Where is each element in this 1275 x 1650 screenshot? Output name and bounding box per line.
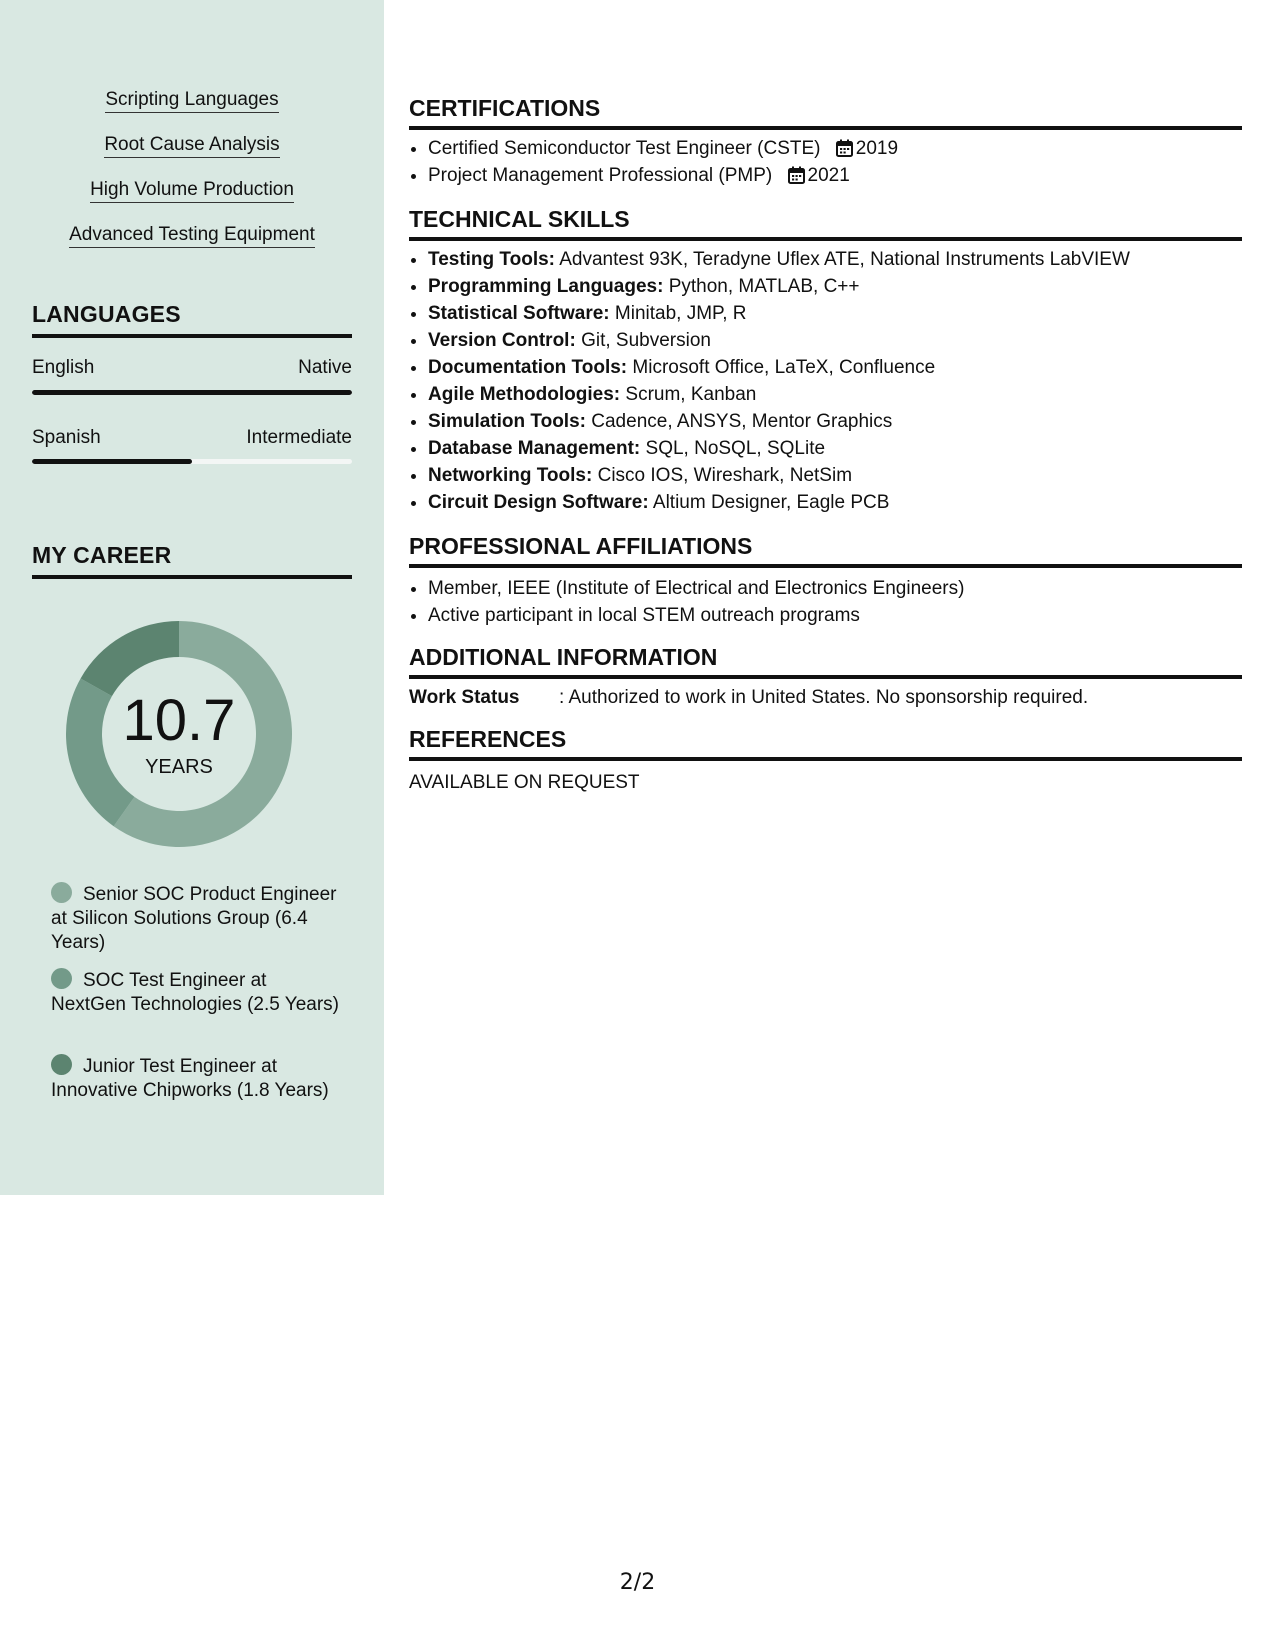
language-proficiency-bar — [32, 459, 352, 464]
work-status-row — [409, 686, 1242, 710]
references-text: AVAILABLE ON REQUEST — [409, 772, 640, 793]
list-item: • Project Management Professional (PMP) 2021 — [428, 162, 1261, 189]
list-item: • Database Management: SQL, NoSQL, SQLite — [428, 435, 1261, 462]
skill-tag: Root Cause Analysis — [0, 133, 384, 157]
sidebar — [0, 0, 384, 1195]
certifications-list — [409, 135, 1261, 189]
list-item: • Documentation Tools: Microsoft Office, LaTeX, Confluence — [428, 354, 1261, 381]
list-item: • Member, IEEE (Institute of Electrical and Electronics Engineers) — [428, 575, 1261, 602]
career-legend-item: Junior Test Engineer at Innovative Chipworks (1.8 Years) — [51, 1056, 329, 1101]
language-row — [32, 357, 352, 383]
work-status-value: : Authorized to work in United States. No sponsorship required. — [559, 687, 1089, 708]
list-item: • Active participant in local STEM outreach programs — [428, 602, 1261, 629]
skill-tag: Scripting Languages — [0, 88, 384, 112]
list-item: • Version Control: Git, Subversion — [428, 327, 1261, 354]
language-proficiency-bar — [32, 390, 352, 395]
career-total-years: 10.7 — [122, 688, 236, 753]
career-heading: MY CAREER — [32, 542, 352, 579]
language-proficiency-fill — [32, 390, 352, 395]
language-name: English — [32, 357, 95, 378]
list-item: • Statistical Software: Minitab, JMP, R — [428, 300, 1261, 327]
career-legend-item: Senior SOC Product Engineer at Silicon Solutions Group (6.4 Years) — [51, 884, 337, 953]
list-item: • Networking Tools: Cisco IOS, Wireshark, NetSim — [428, 462, 1261, 489]
career-total-unit: YEARS — [145, 756, 213, 778]
career-legend-item: SOC Test Engineer at NextGen Technologies (2.5 Years) — [51, 970, 339, 1015]
legend-dot — [51, 968, 72, 989]
calendar-icon — [836, 139, 853, 157]
language-level: Intermediate — [246, 427, 352, 448]
technical-skills-heading: TECHNICAL SKILLS — [409, 206, 1242, 241]
page-number: 2/2 — [619, 1570, 656, 1595]
calendar-icon — [788, 166, 805, 184]
additional-info-heading: ADDITIONAL INFORMATION — [409, 644, 1242, 679]
work-status-label: Work Status — [409, 687, 520, 708]
language-level: Native — [298, 357, 352, 378]
legend-dot — [51, 882, 72, 903]
legend-dot — [51, 1054, 72, 1075]
affiliations-heading: PROFESSIONAL AFFILIATIONS — [409, 533, 1242, 568]
affiliations-list — [409, 575, 1261, 629]
list-item: • Agile Methodologies: Scrum, Kanban — [428, 381, 1261, 408]
language-row — [32, 427, 352, 453]
references-heading: REFERENCES — [409, 726, 1242, 761]
list-item: • Programming Languages: Python, MATLAB, C++ — [428, 273, 1261, 300]
skill-tag: High Volume Production — [0, 178, 384, 202]
certifications-heading: CERTIFICATIONS — [409, 95, 1242, 130]
list-item: • Circuit Design Software: Altium Designer, Eagle PCB — [428, 489, 1261, 516]
language-proficiency-fill — [32, 459, 192, 464]
technical-skills-list — [409, 246, 1261, 516]
list-item: • Simulation Tools: Cadence, ANSYS, Mentor Graphics — [428, 408, 1261, 435]
skill-tag: Advanced Testing Equipment — [0, 223, 384, 247]
language-name: Spanish — [32, 427, 101, 448]
languages-heading: LANGUAGES — [32, 301, 352, 338]
career-donut-segment — [81, 621, 179, 696]
list-item: • Testing Tools: Advantest 93K, Teradyne Uflex ATE, National Instruments LabVIEW — [428, 246, 1261, 273]
list-item: • Certified Semiconductor Test Engineer (CSTE) 2019 — [428, 135, 1261, 162]
